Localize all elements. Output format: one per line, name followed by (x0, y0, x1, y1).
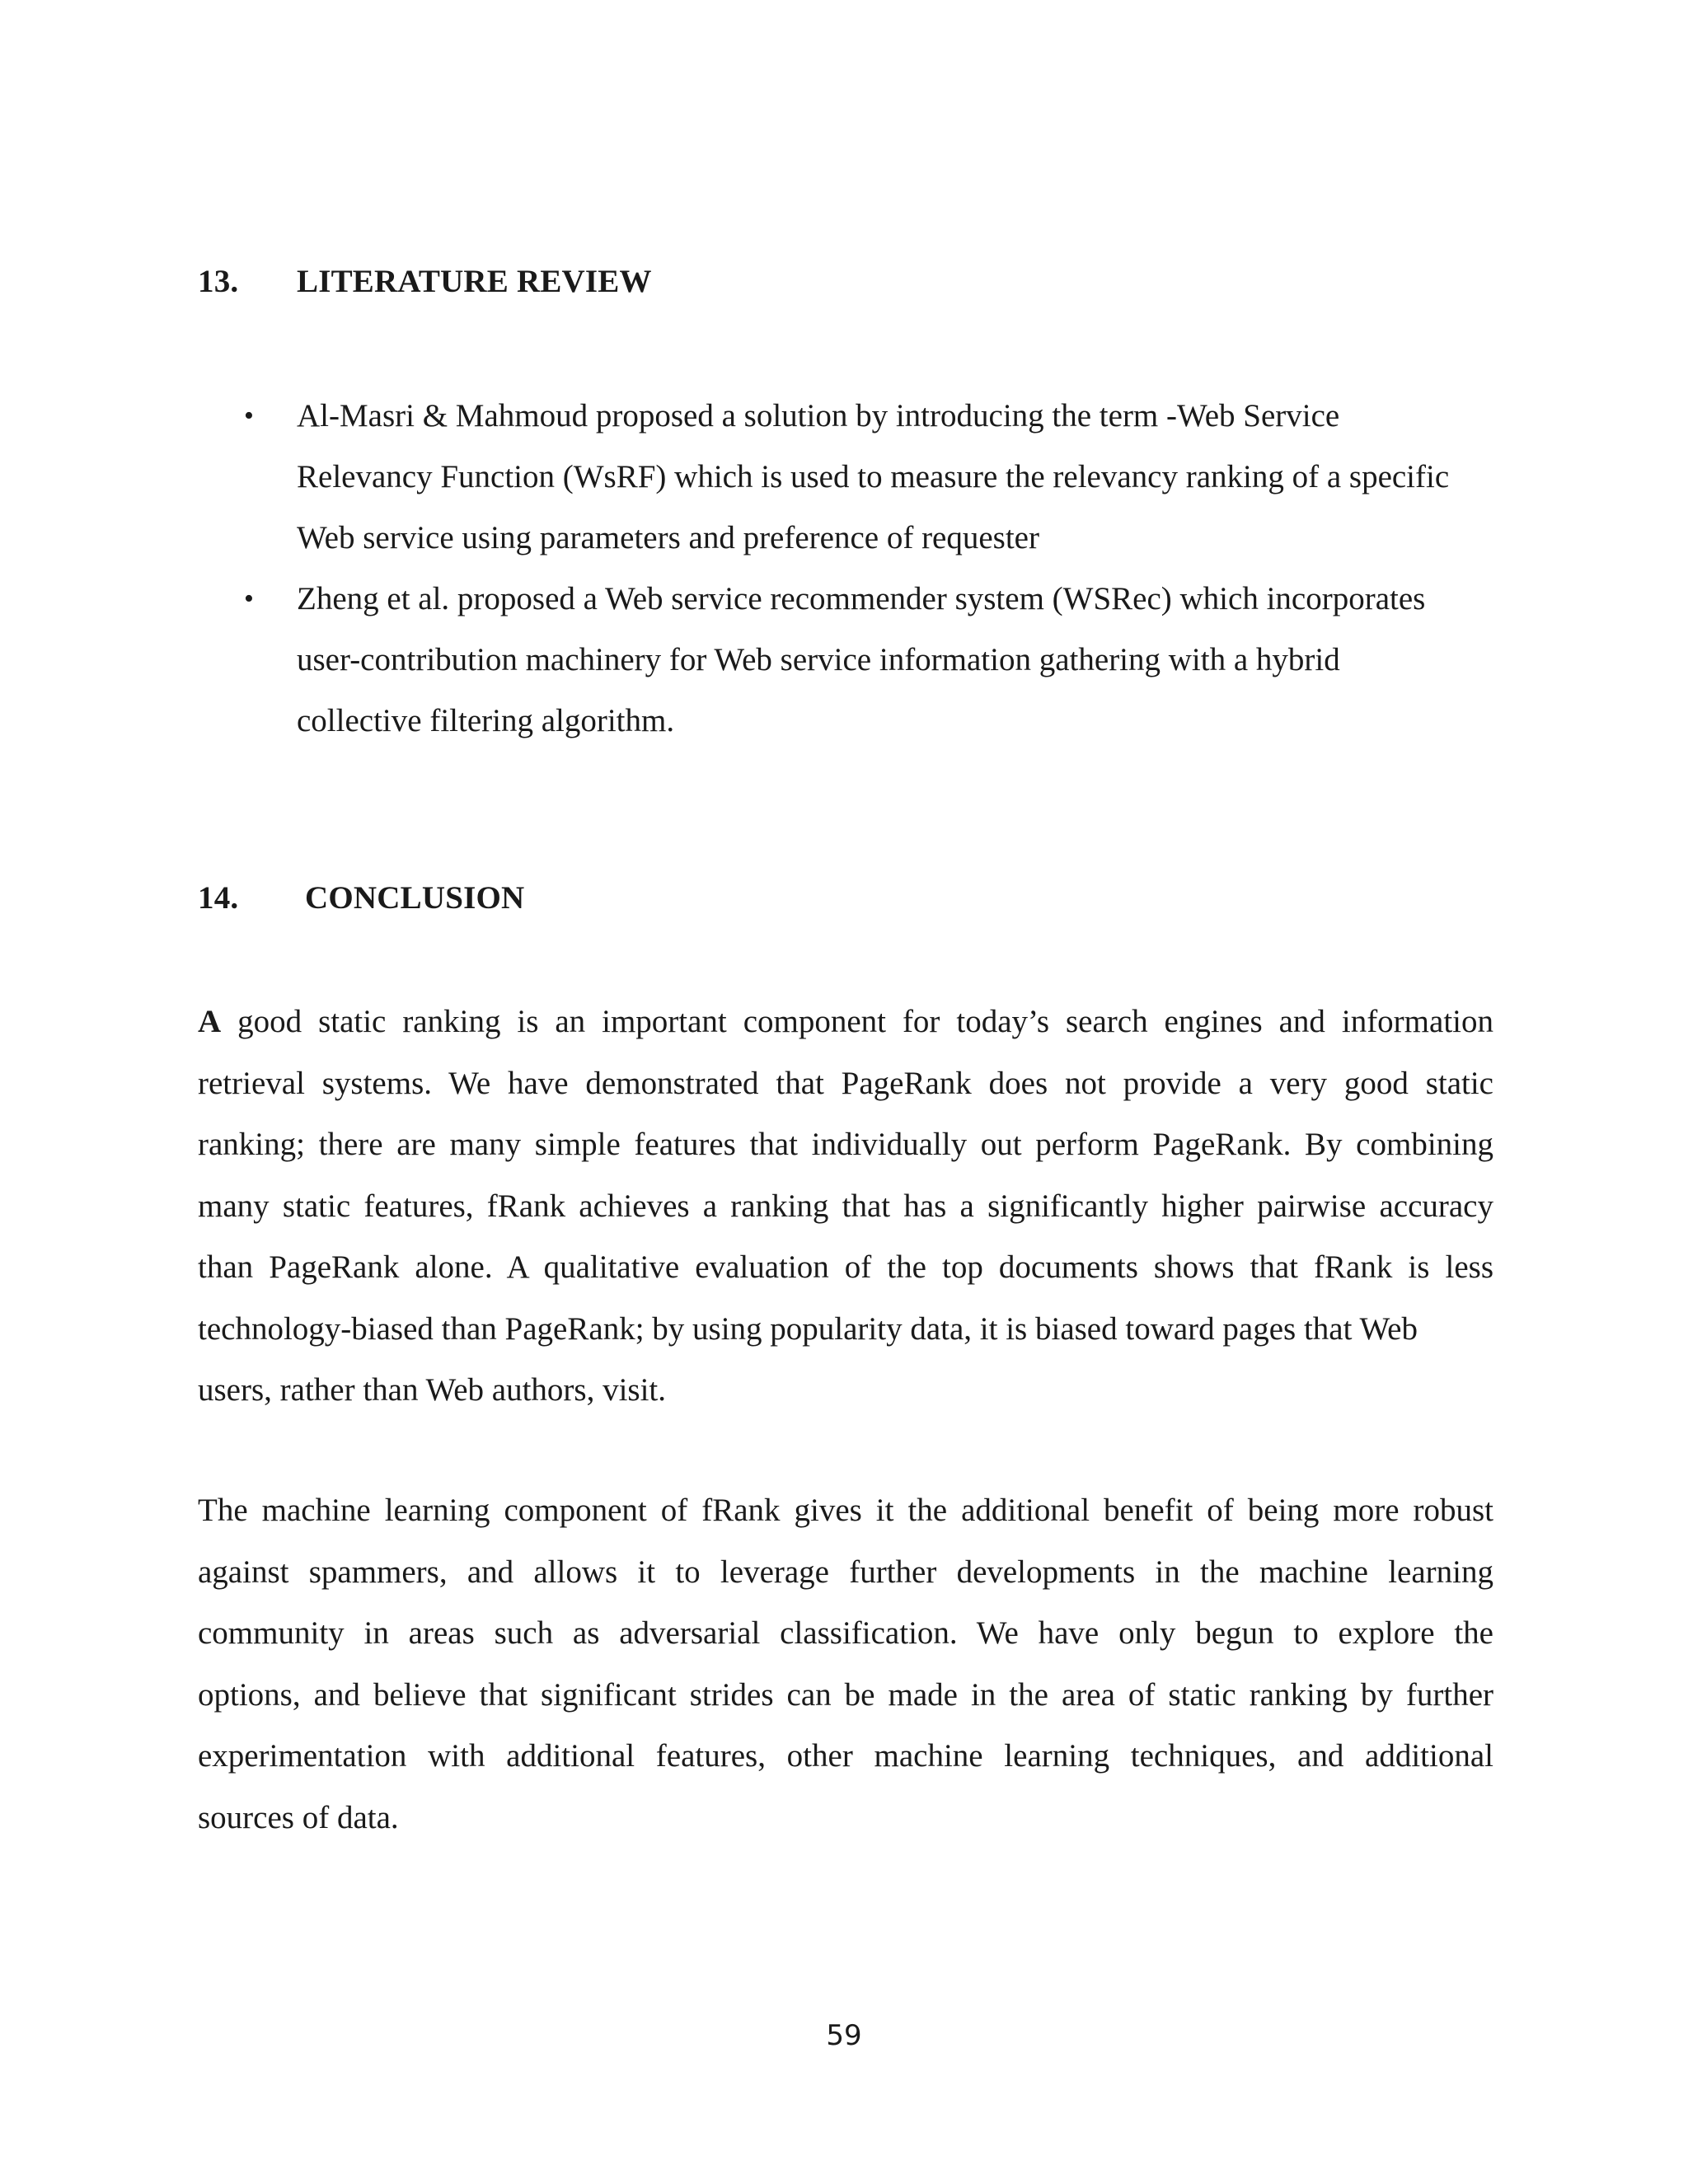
bullet-2-line-3: collective filtering algorithm. (297, 703, 675, 738)
paragraph-line: community in areas such as adversarial classification. We have only begun to explore the (198, 1615, 1493, 1651)
bullet-1-line-3: Web service using parameters and preference of requester (297, 520, 1039, 555)
section-13-title: LITERATURE REVIEW (297, 264, 652, 299)
section-14-number: 14. (198, 880, 239, 916)
paragraph-line: retrieval systems. We have demonstrated that PageRank does not provide a very good static (198, 1065, 1493, 1101)
bullet-1-line-2: Relevancy Function (WsRF) which is used to measure the relevancy ranking of a specific (297, 459, 1450, 494)
bullet-icon: • (244, 583, 254, 614)
conclusion-paragraph-2 (198, 1480, 1493, 1849)
bullet-1-line-1: Al-Masri & Mahmoud proposed a solution by introducing the term -Web Service (297, 398, 1340, 434)
section-14-title: CONCLUSION (305, 880, 525, 916)
bullet-2-line-1: Zheng et al. proposed a Web service recommender system (WSRec) which incorporates (297, 581, 1426, 616)
paragraph-line: options, and believe that significant strides can be made in the area of static ranking by further (198, 1676, 1493, 1713)
paragraph-line: sources of data. (198, 1799, 399, 1835)
drop-lead-letter: A (198, 1004, 222, 1039)
list-item (244, 386, 1500, 569)
paragraph-line: technology-biased than PageRank; by using popularity data, it is biased toward pages that Web (198, 1310, 1418, 1347)
bullet-2-line-2: user-contribution machinery for Web service information gathering with a hybrid (297, 642, 1340, 677)
list-item (244, 569, 1500, 752)
section-13-heading (198, 264, 652, 299)
section-14-heading (198, 880, 525, 916)
paragraph-line (198, 991, 1493, 1053)
paragraph-line: experimentation with additional features, other machine learning techniques, and additional (198, 1738, 1493, 1774)
conclusion-paragraph-1 (198, 991, 1493, 1422)
paragraph-line: than PageRank alone. A qualitative evaluation of the top documents shows that fRank is less (198, 1249, 1493, 1285)
paragraph-line: ranking; there are many simple features that individually out perform PageRank. By combining (198, 1127, 1493, 1162)
paragraph-1-line-1-text: good static ranking is an important component for today’s search engines and information (221, 1004, 1493, 1039)
paragraph-line: against spammers, and allows it to leverage further developments in the machine learning (198, 1554, 1493, 1590)
paragraph-line: many static features, fRank achieves a ranking that has a significantly higher pairwise accuracy (198, 1188, 1493, 1224)
section-13-number: 13. (198, 264, 239, 299)
paragraph-line: The machine learning component of fRank gives it the additional benefit of being more robust (198, 1493, 1493, 1528)
paragraph-line: users, rather than Web authors, visit. (198, 1372, 667, 1408)
page-number: 59 (826, 2019, 862, 2052)
literature-review-list (244, 386, 1500, 752)
bullet-icon: • (244, 401, 254, 431)
